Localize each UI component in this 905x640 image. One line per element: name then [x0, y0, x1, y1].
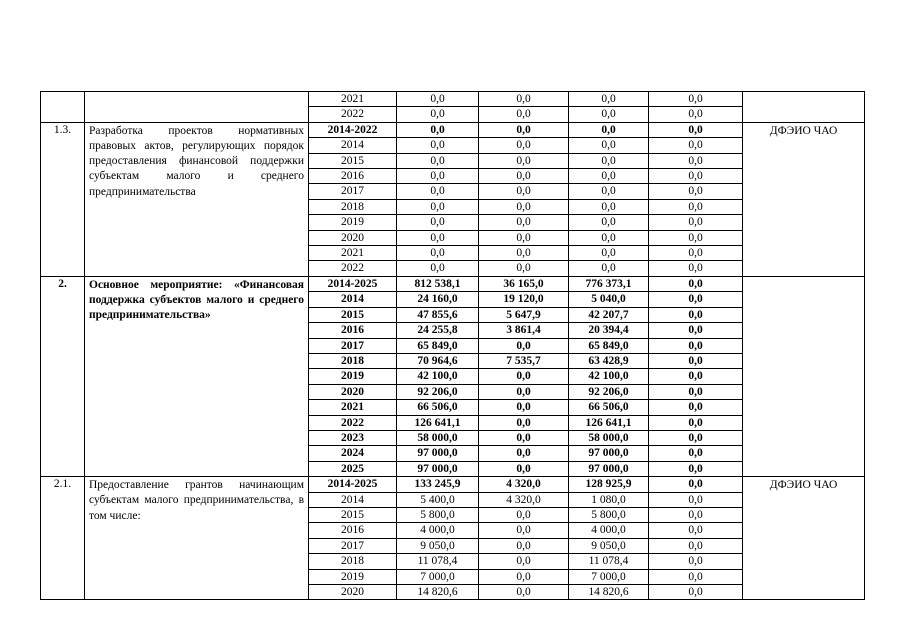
period-cell: 2024 — [309, 446, 397, 461]
period-cell: 2017 — [309, 538, 397, 553]
period-cell: 2020 — [309, 230, 397, 245]
regional-budget-cell: 7 000,0 — [569, 569, 649, 584]
regional-budget-cell: 0,0 — [569, 230, 649, 245]
other-sources-cell: 0,0 — [649, 230, 743, 245]
federal-budget-cell: 0,0 — [479, 569, 569, 584]
period-cell: 2016 — [309, 169, 397, 184]
total-cell: 24 255,8 — [397, 323, 479, 338]
regional-budget-cell: 0,0 — [569, 122, 649, 137]
total-cell: 5 400,0 — [397, 492, 479, 507]
executor-cell — [743, 276, 865, 476]
total-cell: 133 245,9 — [397, 477, 479, 492]
total-cell: 97 000,0 — [397, 461, 479, 476]
period-cell: 2016 — [309, 323, 397, 338]
regional-budget-cell: 0,0 — [569, 92, 649, 107]
other-sources-cell: 0,0 — [649, 184, 743, 199]
federal-budget-cell: 0,0 — [479, 153, 569, 168]
other-sources-cell: 0,0 — [649, 261, 743, 276]
federal-budget-cell: 5 647,9 — [479, 307, 569, 322]
section-name: Предоставление грантов начинающим субъектам малого предпринимательства, в том числе: — [85, 477, 309, 600]
regional-budget-cell: 128 925,9 — [569, 477, 649, 492]
federal-budget-cell: 0,0 — [479, 585, 569, 600]
regional-budget-cell: 0,0 — [569, 153, 649, 168]
total-cell: 7 000,0 — [397, 569, 479, 584]
federal-budget-cell: 0,0 — [479, 523, 569, 538]
federal-budget-cell: 3 861,4 — [479, 323, 569, 338]
regional-budget-cell: 97 000,0 — [569, 446, 649, 461]
federal-budget-cell: 0,0 — [479, 184, 569, 199]
federal-budget-cell: 0,0 — [479, 122, 569, 137]
total-cell: 0,0 — [397, 153, 479, 168]
federal-budget-cell: 0,0 — [479, 446, 569, 461]
period-cell: 2019 — [309, 215, 397, 230]
federal-budget-cell: 0,0 — [479, 430, 569, 445]
total-cell: 0,0 — [397, 107, 479, 122]
other-sources-cell: 0,0 — [649, 569, 743, 584]
total-cell: 0,0 — [397, 92, 479, 107]
table-row — [41, 276, 865, 291]
other-sources-cell: 0,0 — [649, 492, 743, 507]
total-cell: 66 506,0 — [397, 400, 479, 415]
section-number — [41, 92, 85, 123]
total-cell: 24 160,0 — [397, 292, 479, 307]
total-cell: 0,0 — [397, 215, 479, 230]
total-cell: 97 000,0 — [397, 446, 479, 461]
section-number: 1.3. — [41, 122, 85, 276]
other-sources-cell: 0,0 — [649, 507, 743, 522]
regional-budget-cell: 42 207,7 — [569, 307, 649, 322]
other-sources-cell: 0,0 — [649, 384, 743, 399]
total-cell: 0,0 — [397, 184, 479, 199]
section-number: 2. — [41, 276, 85, 476]
regional-budget-cell: 92 206,0 — [569, 384, 649, 399]
other-sources-cell: 0,0 — [649, 369, 743, 384]
regional-budget-cell: 0,0 — [569, 184, 649, 199]
period-cell: 2014 — [309, 292, 397, 307]
regional-budget-cell: 11 078,4 — [569, 554, 649, 569]
other-sources-cell: 0,0 — [649, 430, 743, 445]
period-cell: 2021 — [309, 92, 397, 107]
other-sources-cell: 0,0 — [649, 554, 743, 569]
regional-budget-cell: 0,0 — [569, 261, 649, 276]
regional-budget-cell: 1 080,0 — [569, 492, 649, 507]
other-sources-cell: 0,0 — [649, 138, 743, 153]
other-sources-cell: 0,0 — [649, 585, 743, 600]
total-cell: 126 641,1 — [397, 415, 479, 430]
total-cell: 58 000,0 — [397, 430, 479, 445]
regional-budget-cell: 776 373,1 — [569, 276, 649, 291]
federal-budget-cell: 4 320,0 — [479, 492, 569, 507]
federal-budget-cell: 0,0 — [479, 338, 569, 353]
federal-budget-cell: 0,0 — [479, 107, 569, 122]
table-row — [41, 92, 865, 107]
period-cell: 2021 — [309, 246, 397, 261]
federal-budget-cell: 0,0 — [479, 199, 569, 214]
period-cell: 2017 — [309, 338, 397, 353]
section-number: 2.1. — [41, 477, 85, 600]
period-cell: 2015 — [309, 307, 397, 322]
federal-budget-cell: 7 535,7 — [479, 353, 569, 368]
other-sources-cell: 0,0 — [649, 400, 743, 415]
total-cell: 0,0 — [397, 261, 479, 276]
regional-budget-cell: 0,0 — [569, 138, 649, 153]
period-cell: 2015 — [309, 507, 397, 522]
total-cell: 0,0 — [397, 199, 479, 214]
federal-budget-cell: 0,0 — [479, 246, 569, 261]
period-cell: 2019 — [309, 369, 397, 384]
federal-budget-cell: 0,0 — [479, 554, 569, 569]
period-cell: 2025 — [309, 461, 397, 476]
total-cell: 42 100,0 — [397, 369, 479, 384]
regional-budget-cell: 63 428,9 — [569, 353, 649, 368]
federal-budget-cell: 0,0 — [479, 400, 569, 415]
regional-budget-cell: 4 000,0 — [569, 523, 649, 538]
period-cell: 2020 — [309, 384, 397, 399]
period-cell: 2014-2025 — [309, 276, 397, 291]
total-cell: 0,0 — [397, 230, 479, 245]
total-cell: 0,0 — [397, 138, 479, 153]
other-sources-cell: 0,0 — [649, 477, 743, 492]
period-cell: 2014-2022 — [309, 122, 397, 137]
period-cell: 2016 — [309, 523, 397, 538]
regional-budget-cell: 0,0 — [569, 169, 649, 184]
table-row — [41, 477, 865, 492]
regional-budget-cell: 42 100,0 — [569, 369, 649, 384]
other-sources-cell: 0,0 — [649, 338, 743, 353]
regional-budget-cell: 0,0 — [569, 107, 649, 122]
regional-budget-cell: 58 000,0 — [569, 430, 649, 445]
total-cell: 11 078,4 — [397, 554, 479, 569]
executor-cell: ДФЭИО ЧАО — [743, 477, 865, 600]
period-cell: 2014-2025 — [309, 477, 397, 492]
total-cell: 9 050,0 — [397, 538, 479, 553]
period-cell: 2021 — [309, 400, 397, 415]
section-name — [85, 92, 309, 123]
period-cell: 2020 — [309, 585, 397, 600]
other-sources-cell: 0,0 — [649, 538, 743, 553]
regional-budget-cell: 5 800,0 — [569, 507, 649, 522]
other-sources-cell: 0,0 — [649, 153, 743, 168]
regional-budget-cell: 0,0 — [569, 199, 649, 214]
table-row — [41, 122, 865, 137]
total-cell: 5 800,0 — [397, 507, 479, 522]
other-sources-cell: 0,0 — [649, 323, 743, 338]
regional-budget-cell: 5 040,0 — [569, 292, 649, 307]
period-cell: 2018 — [309, 353, 397, 368]
total-cell: 65 849,0 — [397, 338, 479, 353]
other-sources-cell: 0,0 — [649, 107, 743, 122]
other-sources-cell: 0,0 — [649, 292, 743, 307]
period-cell: 2022 — [309, 261, 397, 276]
total-cell: 812 538,1 — [397, 276, 479, 291]
period-cell: 2022 — [309, 415, 397, 430]
regional-budget-cell: 97 000,0 — [569, 461, 649, 476]
period-cell: 2022 — [309, 107, 397, 122]
total-cell: 0,0 — [397, 122, 479, 137]
regional-budget-cell: 0,0 — [569, 246, 649, 261]
federal-budget-cell: 0,0 — [479, 461, 569, 476]
other-sources-cell: 0,0 — [649, 461, 743, 476]
federal-budget-cell: 0,0 — [479, 215, 569, 230]
regional-budget-cell: 9 050,0 — [569, 538, 649, 553]
funding-table — [40, 91, 865, 600]
other-sources-cell: 0,0 — [649, 307, 743, 322]
federal-budget-cell: 0,0 — [479, 92, 569, 107]
section-name: Разработка проектов нормативных правовых актов, регулирующих порядок предоставления финансовой поддержки субъектам малого и среднего предпринимательства — [85, 122, 309, 276]
other-sources-cell: 0,0 — [649, 92, 743, 107]
period-cell: 2018 — [309, 199, 397, 214]
period-cell: 2015 — [309, 153, 397, 168]
total-cell: 0,0 — [397, 246, 479, 261]
federal-budget-cell: 0,0 — [479, 261, 569, 276]
other-sources-cell: 0,0 — [649, 122, 743, 137]
total-cell: 47 855,6 — [397, 307, 479, 322]
other-sources-cell: 0,0 — [649, 353, 743, 368]
federal-budget-cell: 0,0 — [479, 169, 569, 184]
period-cell: 2017 — [309, 184, 397, 199]
other-sources-cell: 0,0 — [649, 215, 743, 230]
other-sources-cell: 0,0 — [649, 446, 743, 461]
period-cell: 2018 — [309, 554, 397, 569]
other-sources-cell: 0,0 — [649, 523, 743, 538]
federal-budget-cell: 0,0 — [479, 507, 569, 522]
period-cell: 2014 — [309, 492, 397, 507]
federal-budget-cell: 19 120,0 — [479, 292, 569, 307]
other-sources-cell: 0,0 — [649, 246, 743, 261]
other-sources-cell: 0,0 — [649, 169, 743, 184]
federal-budget-cell: 0,0 — [479, 138, 569, 153]
regional-budget-cell: 20 394,4 — [569, 323, 649, 338]
federal-budget-cell: 36 165,0 — [479, 276, 569, 291]
federal-budget-cell: 4 320,0 — [479, 477, 569, 492]
period-cell: 2014 — [309, 138, 397, 153]
federal-budget-cell: 0,0 — [479, 230, 569, 245]
regional-budget-cell: 0,0 — [569, 215, 649, 230]
total-cell: 4 000,0 — [397, 523, 479, 538]
total-cell: 70 964,6 — [397, 353, 479, 368]
total-cell: 0,0 — [397, 169, 479, 184]
executor-cell — [743, 92, 865, 123]
other-sources-cell: 0,0 — [649, 199, 743, 214]
federal-budget-cell: 0,0 — [479, 415, 569, 430]
total-cell: 14 820,6 — [397, 585, 479, 600]
regional-budget-cell: 65 849,0 — [569, 338, 649, 353]
regional-budget-cell: 126 641,1 — [569, 415, 649, 430]
federal-budget-cell: 0,0 — [479, 369, 569, 384]
regional-budget-cell: 14 820,6 — [569, 585, 649, 600]
federal-budget-cell: 0,0 — [479, 538, 569, 553]
other-sources-cell: 0,0 — [649, 276, 743, 291]
regional-budget-cell: 66 506,0 — [569, 400, 649, 415]
federal-budget-cell: 0,0 — [479, 384, 569, 399]
period-cell: 2019 — [309, 569, 397, 584]
period-cell: 2023 — [309, 430, 397, 445]
other-sources-cell: 0,0 — [649, 415, 743, 430]
executor-cell: ДФЭИО ЧАО — [743, 122, 865, 276]
total-cell: 92 206,0 — [397, 384, 479, 399]
section-name: Основное мероприятие: «Финансовая поддержка субъектов малого и среднего предпринимательства» — [85, 276, 309, 476]
